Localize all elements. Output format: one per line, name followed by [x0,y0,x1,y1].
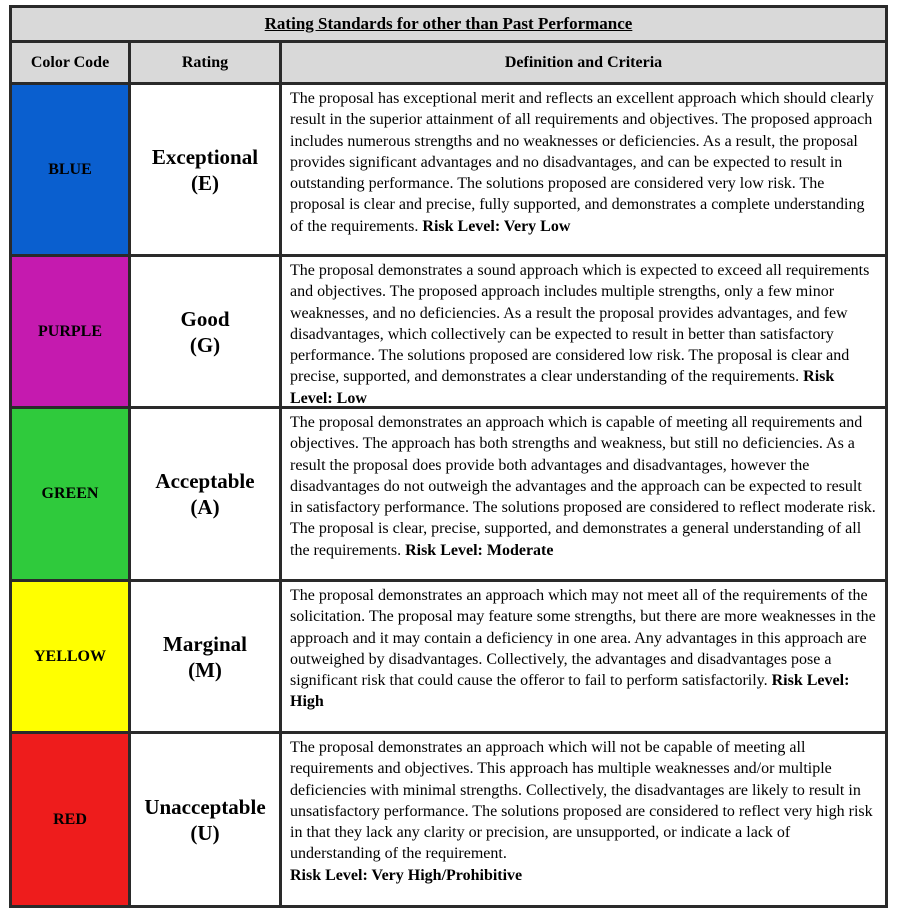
color-label: PURPLE [38,322,102,340]
definition-cell [282,85,885,254]
rating-cell [131,257,282,406]
table-title-bar [12,8,885,43]
color-cell-red [12,734,131,905]
rating-code: (E) [191,170,219,195]
risk-level: Risk Level: Very Low [422,217,571,235]
rating-cell [131,85,282,254]
color-cell-green [12,409,131,579]
rating-standards-table [9,5,888,908]
rating-label: Exceptional [151,144,259,169]
definition-text: The proposal demonstrates an approach which will not be capable of meeting all requirements and objectives. This approach has multiple weaknesses and/or multiple deficiencies with minimal strengths. Collectively, the disadvantages are likely to result in unsatisfactory performance. The solutions proposed are considered to reflect very high risk in that they lack any clarity or precision, are unsupported, or indicate a lack of understanding of the requirement. [290,739,873,863]
table-row-red [12,734,885,905]
definition-cell [282,582,885,731]
rating-code: (A) [190,495,220,519]
color-label: BLUE [48,160,92,178]
color-cell-purple [12,257,131,406]
table-row-blue [12,85,885,257]
header-rating: Rating [131,43,282,82]
header-definition: Definition and Criteria [282,43,885,82]
header-row [12,43,885,85]
color-cell-blue [12,85,131,254]
rating-cell [131,734,282,905]
risk-level: Risk Level: Low [290,368,835,407]
rating-code: (G) [189,332,221,357]
color-label: YELLOW [33,647,106,665]
rating-cell [131,582,282,731]
rating-label: Marginal [163,631,247,656]
rating-code: (M) [188,657,222,682]
risk-level: Risk Level: Moderate [405,541,554,559]
rating-cell [131,409,282,579]
table-row-yellow [12,582,885,734]
table-title: Rating Standards for other than Past Performance [264,14,633,33]
color-label: GREEN [41,485,99,502]
definition-cell [282,257,885,406]
definition-cell [282,734,885,905]
definition-text: The proposal demonstrates an approach which is capable of meeting all requirements and objectives. The approach has both strengths and weakness, but still no deficiencies. As a result the proposal does provide both advantages and disadvantages, however the disadvantages do not outweigh the advantages and the approach can be expected to result in satisfactory performance. The solutions proposed are considered to reflect moderate risk. The proposal is clear, precise, supported, and demonstrates a general understanding of all the requirements. [290,414,876,559]
risk-level: Risk Level: Very High/Prohibitive [290,866,523,884]
table-row-purple [12,257,885,409]
rating-label: Good [180,306,230,331]
color-label: RED [53,810,87,828]
definition-text: The proposal demonstrates a sound approach which is expected to exceed all requirements and objectives. The proposed approach includes multiple strengths, only a few minor weaknesses, and no deficiencies. As a result the proposal provides advantages, and few disadvantages, which collectively can be expected to result in better than satisfactory performance. The solutions proposed are considered low risk. The proposal is clear and precise, supported, and demonstrates a clear understanding of the requirements. [290,262,870,386]
color-cell-yellow [12,582,131,731]
rating-label: Acceptable [155,469,255,493]
table-row-green [12,409,885,582]
risk-level: Risk Level: High [290,672,850,711]
definition-cell [282,409,885,579]
header-color-code: Color Code [12,43,131,82]
definition-text: The proposal has exceptional merit and reflects an excellent approach which should clearly result in the superior attainment of all requirements and objectives. The proposed approach includes numerous strengths and no weaknesses or deficiencies. As a result, the proposal provides significant advantages and no disadvantages, and can be expected to result in outstanding performance. The solutions proposed are considered very low risk. The proposal is clear and precise, fully supported, and demonstrates a complete understanding of the requirements. [290,90,874,235]
rating-label: Unacceptable [144,794,266,819]
rating-code: (U) [190,820,220,845]
definition-text: The proposal demonstrates an approach which may not meet all of the requirements of the solicitation. The proposal may feature some strengths, but there are more weaknesses in the approach and it may contain a deficiency in one area. Any advantages in this approach are outweighed by disadvantages. Collectively, the advantages and disadvantages pose a significant risk that could cause the offeror to fail to perform satisfactorily. [290,587,876,690]
